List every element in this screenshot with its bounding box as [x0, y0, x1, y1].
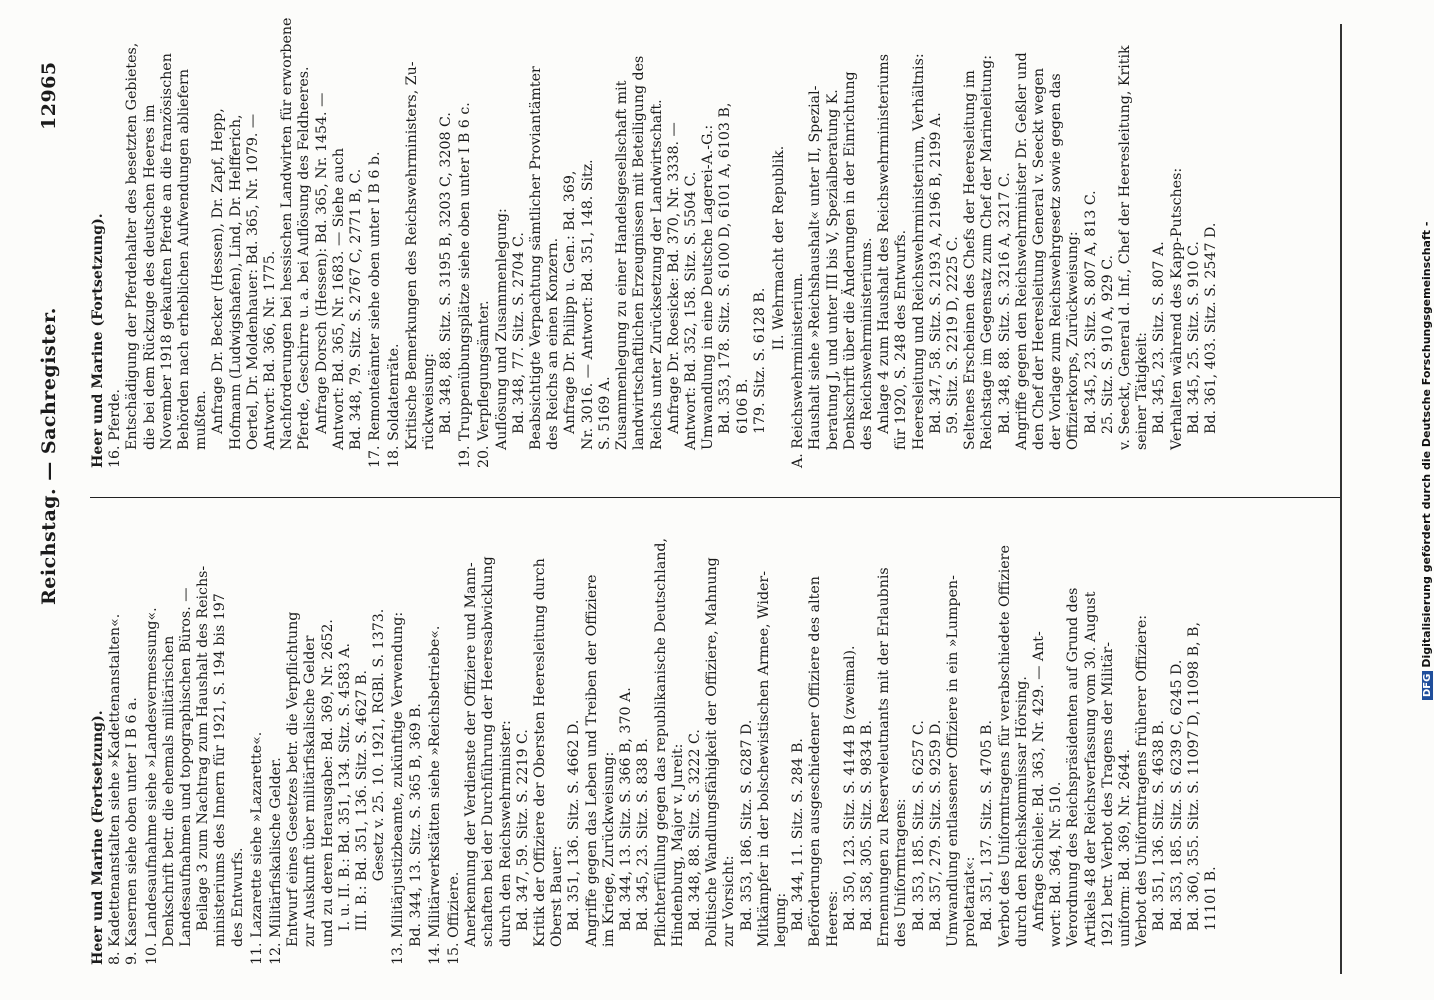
index-line: Landesaufnahmen und topographischen Büros. —	[178, 587, 195, 947]
index-line: und zu deren Herausgabe: Bd. 369, Nr. 2652.	[319, 619, 336, 947]
index-line: Auflösung und Zusammenlegung:	[493, 208, 510, 450]
index-line: Bd. 351, 136. Sitz. S. 4638 B.	[1151, 720, 1168, 931]
index-line: Antwort: Bd. 365, Nr. 1683. — Siehe auch	[330, 147, 347, 450]
index-line: des Reichswehrministeriums.	[858, 237, 875, 450]
index-line: Bd. 353, 186. Sitz. S. 6287 D.	[738, 719, 755, 931]
index-line: 19. Truppenübungsplätze siehe oben unter I B 6 c.	[457, 102, 474, 468]
index-line: Bd. 348, 88. Sitz. S. 3222 C.	[686, 729, 703, 931]
index-line: Offizierkorps, Zurückweisung:	[1065, 231, 1082, 450]
index-line: Verbot des Uniformtragens früherer Offiziere:	[1134, 614, 1151, 947]
index-line: mußten.	[193, 390, 210, 450]
index-line: Bd. 353, 185. Sitz. S. 6257 C.	[910, 720, 927, 931]
dfg-side-note	[1420, 222, 1433, 700]
index-line: Politische Wandlungsfähigkeit der Offiziere, Mahnung	[704, 557, 721, 947]
index-line: Bd. 345, 23. Sitz. S. 838 B.	[635, 738, 652, 931]
index-line: Entwurf eines Gesetzes betr. die Verpflichtung	[285, 611, 302, 947]
index-line: Bd. 345, 23. Sitz. S. 807 A, 813 C.	[1082, 190, 1099, 434]
index-line: uniform: Bd. 369, Nr. 2644.	[1116, 748, 1133, 947]
index-line: 17. Remonteämter siehe oben unter I B 6 b.	[367, 151, 384, 468]
index-line: Zusammenlegung zu einer Handelsgesellschaft mit	[614, 80, 631, 450]
index-line: des Reichs an einen Konzern.	[545, 237, 562, 450]
index-line: Bd. 348, 79. Sitz. S. 2767 C, 2771 B, C.	[348, 168, 365, 450]
index-line: zur Vorsicht:	[721, 855, 738, 947]
index-line: Nachforderungen bei hessischen Landwirten für erworbene	[279, 17, 296, 450]
index-line: 10. Landesaufnahme siehe »Landesvermessung«.	[143, 607, 160, 965]
index-line: Bd. 361, 403. Sitz. S. 2547 D.	[1203, 222, 1219, 434]
index-line: Reichs unter Zurücksetzung der Landwirtschaft.	[648, 99, 665, 450]
index-line: 13. Militärjustizbeamte, zukünftige Verwendung:	[390, 611, 407, 965]
index-line: Bd. 350, 123. Sitz. S. 4144 B (zweimal).	[841, 645, 858, 931]
right-column	[90, 17, 1220, 468]
index-line: 179. Sitz. S. 6128 B.	[751, 287, 768, 434]
index-line: seiner Tätigkeit:	[1134, 332, 1151, 450]
index-line: Gesetz v. 25. 10. 1921, RGBl. S. 1373.	[371, 608, 388, 882]
index-line: zur Auskunft über militärfiskalische Gelder	[302, 635, 319, 947]
page-number: 12965	[38, 61, 60, 130]
index-line: Pflichterfüllung gegen das republikanische Deutschland,	[652, 537, 669, 947]
index-line: Umwandlung in eine Deutsche Lagerei-A.-G.:	[700, 124, 717, 450]
index-line: Bd. 351, 136. Sitz. S. 4662 D.	[566, 719, 583, 931]
index-line: Angriffe gegen das Leben und Treiben der Offiziere	[583, 574, 600, 947]
index-line: Bd. 360, 355. Sitz. S. 11097 D, 11098 B, B,	[1185, 622, 1202, 931]
index-line: Pferde, Geschirre u. a. bei Auflösung des Feldheeres.	[296, 66, 313, 450]
index-line: Anfrage Dr. Philipp u. Gen.: Bd. 369,	[562, 170, 579, 434]
index-line: Bd. 344, 13. Sitz. S. 366 B, 370 A.	[618, 687, 635, 931]
index-line: Hofmann (Ludwigshafen), Lind, Dr. Helfferich,	[227, 114, 244, 450]
index-line: Beilage 3 zum Nachtrag zum Haushalt des Reichs-	[195, 565, 212, 931]
index-line: der Vorlage zum Reichswehrgesetz sowie gegen das	[1048, 73, 1065, 450]
index-line: Nr. 3016. — Antwort: Bd. 351, 148. Sitz.	[579, 159, 596, 450]
dfg-badge: DFG	[1422, 671, 1433, 700]
index-line: legung:	[772, 892, 789, 947]
index-line: ministeriums des Innern für 1921, S. 194 bis 197	[212, 593, 229, 947]
index-line: Hindenburg, Major v. Jureit:	[669, 743, 686, 947]
index-line: 11101 B.	[1203, 866, 1219, 931]
index-line: Ernennungen zu Reserveleutnants mit der Erlaubnis	[876, 567, 893, 947]
index-line: Kritik der Offiziere der Obersten Heeresleitung durch	[532, 558, 549, 947]
index-line: des Entwurfs.	[229, 847, 246, 947]
index-line: Bd. 353, 178. Sitz. S. 6100 D, 6101 A, 6103 B,	[717, 102, 734, 434]
index-line: Verordnung des Reichspräsidenten auf Grund des	[1065, 587, 1082, 947]
index-line: A. Reichswehrministerium.	[790, 272, 807, 468]
index-line: Anfrage Dr. Roesicke: Bd. 370, Nr. 3338. —	[665, 122, 682, 434]
index-line: Bd. 348, 88. Sitz. S. 3195 B, 3203 C, 3208 C.	[438, 112, 455, 434]
column-heading: Heer und Marine (Fortsetzung).	[90, 213, 106, 468]
index-line: für 1920, S. 248 des Entwurfs.	[893, 229, 910, 450]
index-line: Oberst Bauer:	[549, 845, 566, 947]
index-line: 14. Militärwerkstätten siehe »Reichsbetriebe«.	[426, 625, 443, 965]
index-line: Bd. 353, 185. Sitz. S. 6239 C, 6245 D.	[1168, 659, 1185, 931]
index-line: rückweisung:	[420, 353, 437, 450]
index-line: Bd. 348, 88. Sitz. S. 3216 A, 3217 C.	[996, 172, 1013, 434]
index-line: 20. Verpflegungsämter.	[476, 300, 493, 468]
index-line: Anfrage Schiele: Bd. 363, Nr. 429. — Ant-	[1030, 631, 1047, 931]
index-line: III. B.: Bd. 351, 136. Sitz. S. 4627 B.	[354, 669, 371, 931]
index-line: des Uniformtragens:	[893, 798, 910, 947]
index-line: 18. Soldatenräte.	[386, 343, 403, 468]
index-line: Anfrage Dorsch (Hessen): Bd. 365, Nr. 1454. —	[313, 92, 330, 434]
index-line: schaften bei der Durchführung der Heeresabwicklung	[480, 556, 497, 947]
running-title: Reichstag. — Sachregister.	[38, 307, 60, 605]
index-line: Anlage 4 zum Haushalt des Reichswehrministeriums	[876, 53, 893, 434]
index-line: Verbot des Uniformtragens für verabschiedete Offiziere	[996, 545, 1013, 947]
index-line: Artikels 48 der Reichsverfassung vom 30. August	[1082, 591, 1099, 947]
index-line: Heeresleitung und Reichswehrministerium, Verhältnis:	[910, 53, 927, 450]
index-line: Bd. 347, 58. Sitz. S. 2193 A, 2196 B, 2199 A.	[927, 112, 944, 434]
index-line: durch den Reichswehrminister:	[497, 720, 514, 947]
index-line: Bd. 344, 13. Sitz. S. 365 B, 369 B.	[407, 703, 424, 947]
index-line: 25. Sitz. S. 910 A, 929 C.	[1099, 254, 1116, 434]
header-rule	[1340, 24, 1342, 974]
index-line: durch den Reichskommissar Hörsing.	[1013, 676, 1030, 947]
index-line: Angriffe gegen den Reichswehrminister Dr. Geßler und	[1013, 52, 1030, 450]
index-line: 6106 B.	[734, 378, 751, 434]
index-line: Beabsichtigte Verpachtung sämtlicher Proviantämter	[528, 66, 545, 450]
index-line: Behörden nach erheblichen Aufwendungen abliefern	[176, 69, 193, 450]
index-line: Verhalten während des Kapp-Putsches:	[1168, 167, 1185, 450]
index-line: proletariat«:	[962, 856, 979, 947]
index-line: Heeres:	[824, 890, 841, 947]
index-line: landwirtschaftlichen Erzeugnissen mit Beteiligung des	[631, 55, 648, 450]
index-line: 15. Offiziere.	[446, 871, 463, 965]
index-line: den Chef der Heeresleitung General v. Seeckt wegen	[1030, 67, 1047, 450]
index-line: Umwandlung entlassener Offiziere in ein »Lumpen-	[944, 575, 961, 947]
index-line: 8. Kadettenanstalten siehe »Kadettenanstalten«.	[107, 613, 124, 965]
index-line: 9. Kasernen siehe oben unter I B 6 a.	[124, 697, 141, 965]
index-line: 16. Pferde.	[107, 388, 124, 468]
index-line: Seltenes Erscheinen des Chefs der Heeresleitung im	[962, 70, 979, 450]
index-line: 59. Sitz. S. 2219 D, 2225 C.	[944, 236, 961, 434]
index-line: November 1918 gekauften Pferde an die französischen	[158, 53, 175, 450]
index-line: Bd. 344, 11. Sitz. S. 284 B.	[790, 738, 807, 931]
index-line: Bd. 357, 279. Sitz. S. 9259 D.	[927, 719, 944, 931]
left-column	[90, 525, 1220, 965]
index-line: 12. Militärfiskalische Gelder.	[268, 757, 285, 965]
index-line: Bd. 358, 305. Sitz. S. 9834 B.	[858, 720, 875, 931]
index-line: beratung J, und unter III bis V, Spezialberatung K.	[824, 89, 841, 450]
index-line: Antwort: Bd. 366, Nr. 1775.	[262, 250, 279, 450]
index-line: Bd. 345, 25. Sitz. S. 910 C.	[1185, 241, 1202, 434]
index-line: Mitkämpfer in der bolschewistischen Armee, Wider-	[755, 571, 772, 947]
index-line: Anerkennung der Verdienste der Offiziere und Mann-	[463, 562, 480, 947]
index-line: im Kriege, Zurückweisung:	[600, 751, 617, 947]
index-line: Oertel, Dr. Moldenhauer: Bd. 365, Nr. 1079. —	[244, 113, 261, 450]
index-line: I. u. II. B.: Bd. 351, 134. Sitz. S. 4583 A.	[336, 642, 353, 931]
index-line: Haushalt siehe »Reichshaushalt« unter II, Spezial-	[807, 85, 824, 450]
index-line: S. 5169 A.	[596, 376, 613, 450]
index-line: v. Seeckt, General d. Inf., Chef der Heeresleitung, Kritik	[1116, 45, 1133, 450]
index-line: Denkschrift betr. die ehemals militärischen	[160, 635, 177, 947]
index-line: Entschädigung der Pferdehalter des besetzten Gebietes,	[124, 42, 141, 450]
index-line: II. Wehrmacht der Republik.	[770, 145, 787, 351]
column-heading: Heer und Marine (Fortsetzung).	[90, 710, 106, 965]
index-line: Bd. 351, 137. Sitz. S. 4705 B.	[979, 720, 996, 931]
dfg-note-text: Digitalisierung gefördert durch die Deutsche Forschungsgemeinschaft -	[1420, 221, 1433, 668]
index-line: Reichstage im Gegensatz zum Chef der Marineleitung:	[979, 54, 996, 450]
index-line: 11. Lazarette siehe »Lazarette«.	[248, 731, 265, 965]
index-line: Antwort: Bd. 352, 158. Sitz. S. 5504 C.	[682, 171, 699, 450]
index-line: Bd. 347, 59. Sitz. S. 2219 C.	[514, 729, 531, 931]
index-line: die bei dem Rückzuge des deutschen Heeres im	[141, 104, 158, 450]
index-line: Bd. 345, 23. Sitz. S. 807 A.	[1151, 241, 1168, 434]
index-line: Anfrage Dr. Becker (Hessen), Dr. Zapf, Hepp,	[210, 108, 227, 434]
index-line: Bd. 348, 77. Sitz. S. 2704 C.	[510, 232, 527, 434]
index-line: Beförderungen ausgeschiedener Offiziere des alten	[807, 576, 824, 947]
index-line: Kritische Bemerkungen des Reichswehrministers, Zu-	[403, 61, 420, 450]
column-divider	[90, 497, 1340, 498]
index-line: 1921 betr. Verbot des Tragens der Militär-	[1099, 641, 1116, 947]
index-line: Denkschrift über die Änderungen in der Einrichtung	[841, 71, 858, 450]
index-line: wort: Bd. 364, Nr. 510.	[1048, 781, 1065, 947]
